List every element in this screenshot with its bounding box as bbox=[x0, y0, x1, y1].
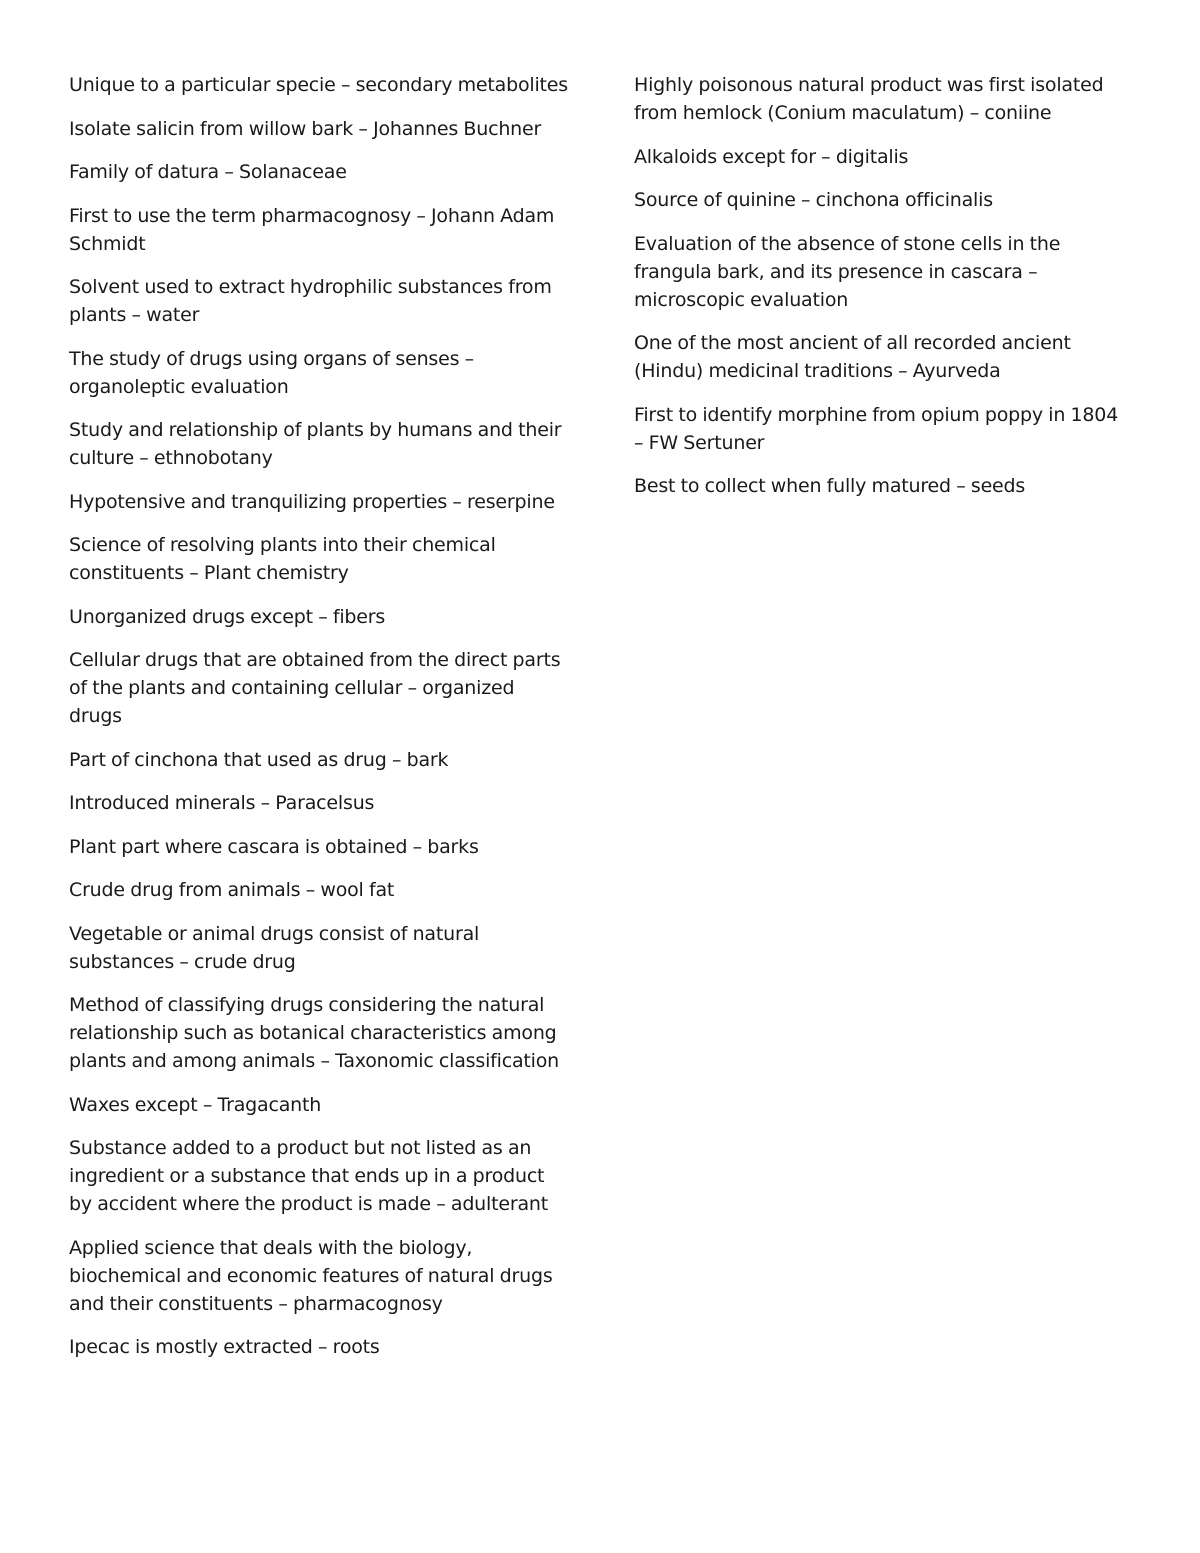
entry: Waxes except – Tragacanth bbox=[69, 1093, 322, 1116]
entry: Substance added to a product but not listed as an ingredient or a substance that ends up in a product by accident where the product is made – adulterant bbox=[69, 1137, 548, 1215]
entry: Science of resolving plants into their chemical constituents – Plant chemistry bbox=[69, 534, 496, 584]
entry: The study of drugs using organs of senses – organoleptic evaluation bbox=[69, 347, 474, 398]
entry: Solvent used to extract hydrophilic substances from plants – water bbox=[69, 276, 552, 326]
entry: Evaluation of the absence of stone cells in the frangula bark, and its presence in cascara – microscopic evaluation bbox=[634, 232, 1061, 311]
entry: Introduced minerals – Paracelsus bbox=[69, 792, 375, 814]
entry: Source of quinine – cinchona officinalis bbox=[634, 189, 993, 211]
entry: Unique to a particular specie – secondary metabolites bbox=[69, 74, 568, 96]
entry: Crude drug from animals – wool fat bbox=[69, 879, 395, 901]
entry: Isolate salicin from willow bark – Johannes Buchner bbox=[69, 117, 542, 140]
entry: Alkaloids except for – digitalis bbox=[634, 145, 909, 168]
entry: Part of cinchona that used as drug – bark bbox=[69, 748, 449, 771]
entry: Method of classifying drugs considering the natural relationship such as botanical characteristics among plants and among animals – Taxonomic classification bbox=[69, 994, 560, 1072]
entry: Plant part where cascara is obtained – barks bbox=[69, 835, 479, 858]
entry: First to use the term pharmacognosy – Johann Adam Schmidt bbox=[69, 204, 555, 255]
entry: First to identify morphine from opium poppy in 1804 – FW Sertuner bbox=[634, 403, 1119, 454]
entry: Applied science that deals with the biology, biochemical and economic features of natural drugs and their constituents – pharmacognosy bbox=[69, 1236, 553, 1315]
entry: Study and relationship of plants by humans and their culture – ethnobotany bbox=[69, 419, 562, 469]
entry: Cellular drugs that are obtained from the direct parts of the plants and containing cellular – organized drugs bbox=[69, 649, 561, 727]
entry: Highly poisonous natural product was first isolated from hemlock (Conium maculatum) – coniine bbox=[634, 74, 1104, 124]
entry: Vegetable or animal drugs consist of natural substances – crude drug bbox=[69, 922, 480, 973]
entry: Best to collect when fully matured – seeds bbox=[634, 475, 1026, 497]
entry: Family of datura – Solanaceae bbox=[69, 161, 347, 183]
entry: Hypotensive and tranquilizing properties – reserpine bbox=[69, 490, 555, 513]
entry: Ipecac is mostly extracted – roots bbox=[69, 1336, 380, 1358]
entry: One of the most ancient of all recorded ancient (Hindu) medicinal traditions – Ayurveda bbox=[634, 332, 1071, 382]
left-column bbox=[69, 71, 569, 1377]
entry: Unorganized drugs except – fibers bbox=[69, 605, 386, 628]
right-column bbox=[634, 71, 1124, 516]
